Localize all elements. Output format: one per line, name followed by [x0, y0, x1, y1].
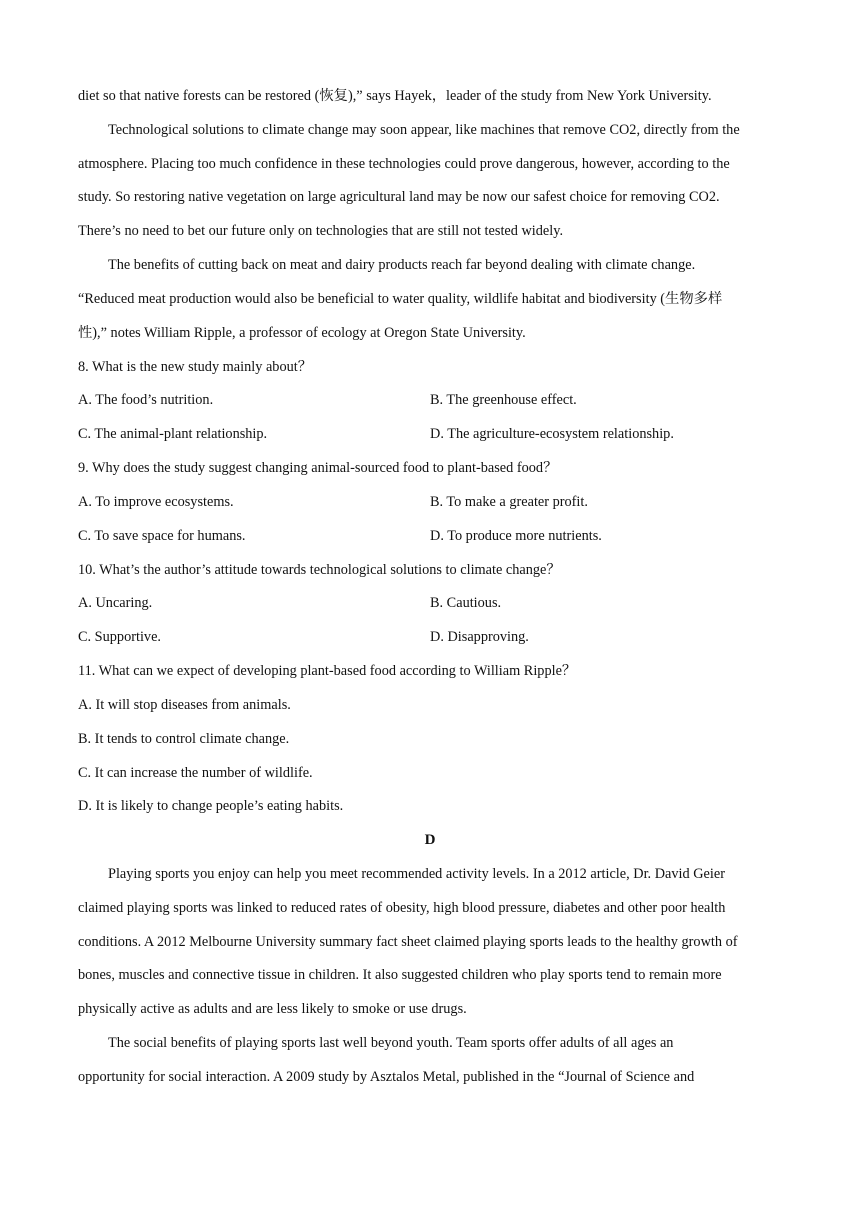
answer-option: A. The food’s nutrition. [78, 392, 214, 408]
passage-c-line: The benefits of cutting back on meat and dairy products reach far beyond dealing with climate change. [108, 257, 696, 273]
passage-d-line: bones, muscles and connective tissue in children. It also suggested children who play sports tend to remain more [78, 967, 722, 983]
answer-option: C. It can increase the number of wildlife. [78, 765, 313, 781]
passage-d-line: conditions. A 2012 Melbourne University summary fact sheet claimed playing sports leads to the healthy growth of [78, 934, 738, 950]
passage-c-line: atmosphere. Placing too much confidence in these technologies could prove dangerous, however, according to the [78, 156, 730, 172]
question-stem: 9. Why does the study suggest changing animal-sourced food to plant-based food？ [78, 460, 558, 476]
section-heading: D [424, 832, 436, 848]
answer-option: D. The agriculture-ecosystem relationship. [430, 426, 674, 442]
answer-option: A. It will stop diseases from animals. [78, 697, 291, 713]
passage-d-line: claimed playing sports was linked to reduced rates of obesity, high blood pressure, diabetes and other poor health [78, 900, 726, 916]
answer-option: B. To make a greater profit. [430, 494, 588, 510]
passage-d-line: physically active as adults and are less likely to smoke or use drugs. [78, 1001, 467, 1017]
question-stem: 10. What’s the author’s attitude towards technological solutions to climate change？ [78, 562, 561, 578]
passage-c-line: study. So restoring native vegetation on large agricultural land may be now our safest choice for removing CO2. [78, 189, 720, 205]
passage-d-line: The social benefits of playing sports last well beyond youth. Team sports offer adults of all ages an [108, 1035, 674, 1051]
answer-option: D. It is likely to change people’s eating habits. [78, 798, 344, 814]
passage-c-line: 性),” notes William Ripple, a professor of ecology at Oregon State University. [78, 325, 526, 341]
answer-option: C. Supportive. [78, 629, 162, 645]
answer-option: A. Uncaring. [78, 595, 153, 611]
answer-option: C. The animal-plant relationship. [78, 426, 268, 442]
answer-option: D. To produce more nutrients. [430, 528, 602, 544]
answer-option: B. It tends to control climate change. [78, 731, 290, 747]
answer-option: A. To improve ecosystems. [78, 494, 234, 510]
passage-d-line: opportunity for social interaction. A 2009 study by Asztalos Metal, published in the “Journal of Science and [78, 1069, 695, 1085]
answer-option: C. To save space for humans. [78, 528, 246, 544]
passage-d-line: Playing sports you enjoy can help you meet recommended activity levels. In a 2012 article, Dr. David Geier [108, 866, 725, 882]
question-stem: 11. What can we expect of developing plant-based food according to William Ripple？ [78, 663, 577, 679]
question-stem: 8. What is the new study mainly about？ [78, 359, 313, 375]
passage-c-line: “Reduced meat production would also be beneficial to water quality, wildlife habitat and biodiversity (生物多样 [78, 291, 723, 307]
passage-c-line: Technological solutions to climate change may soon appear, like machines that remove CO2, directly from the [108, 122, 740, 138]
passage-c-line: diet so that native forests can be restored (恢复),” says Hayek，leader of the study from New York University. [78, 88, 712, 104]
passage-c-line: There’s no need to bet our future only on technologies that are still not tested widely. [78, 223, 564, 239]
answer-option: B. The greenhouse effect. [430, 392, 577, 408]
answer-option: D. Disapproving. [430, 629, 529, 645]
answer-option: B. Cautious. [430, 595, 502, 611]
